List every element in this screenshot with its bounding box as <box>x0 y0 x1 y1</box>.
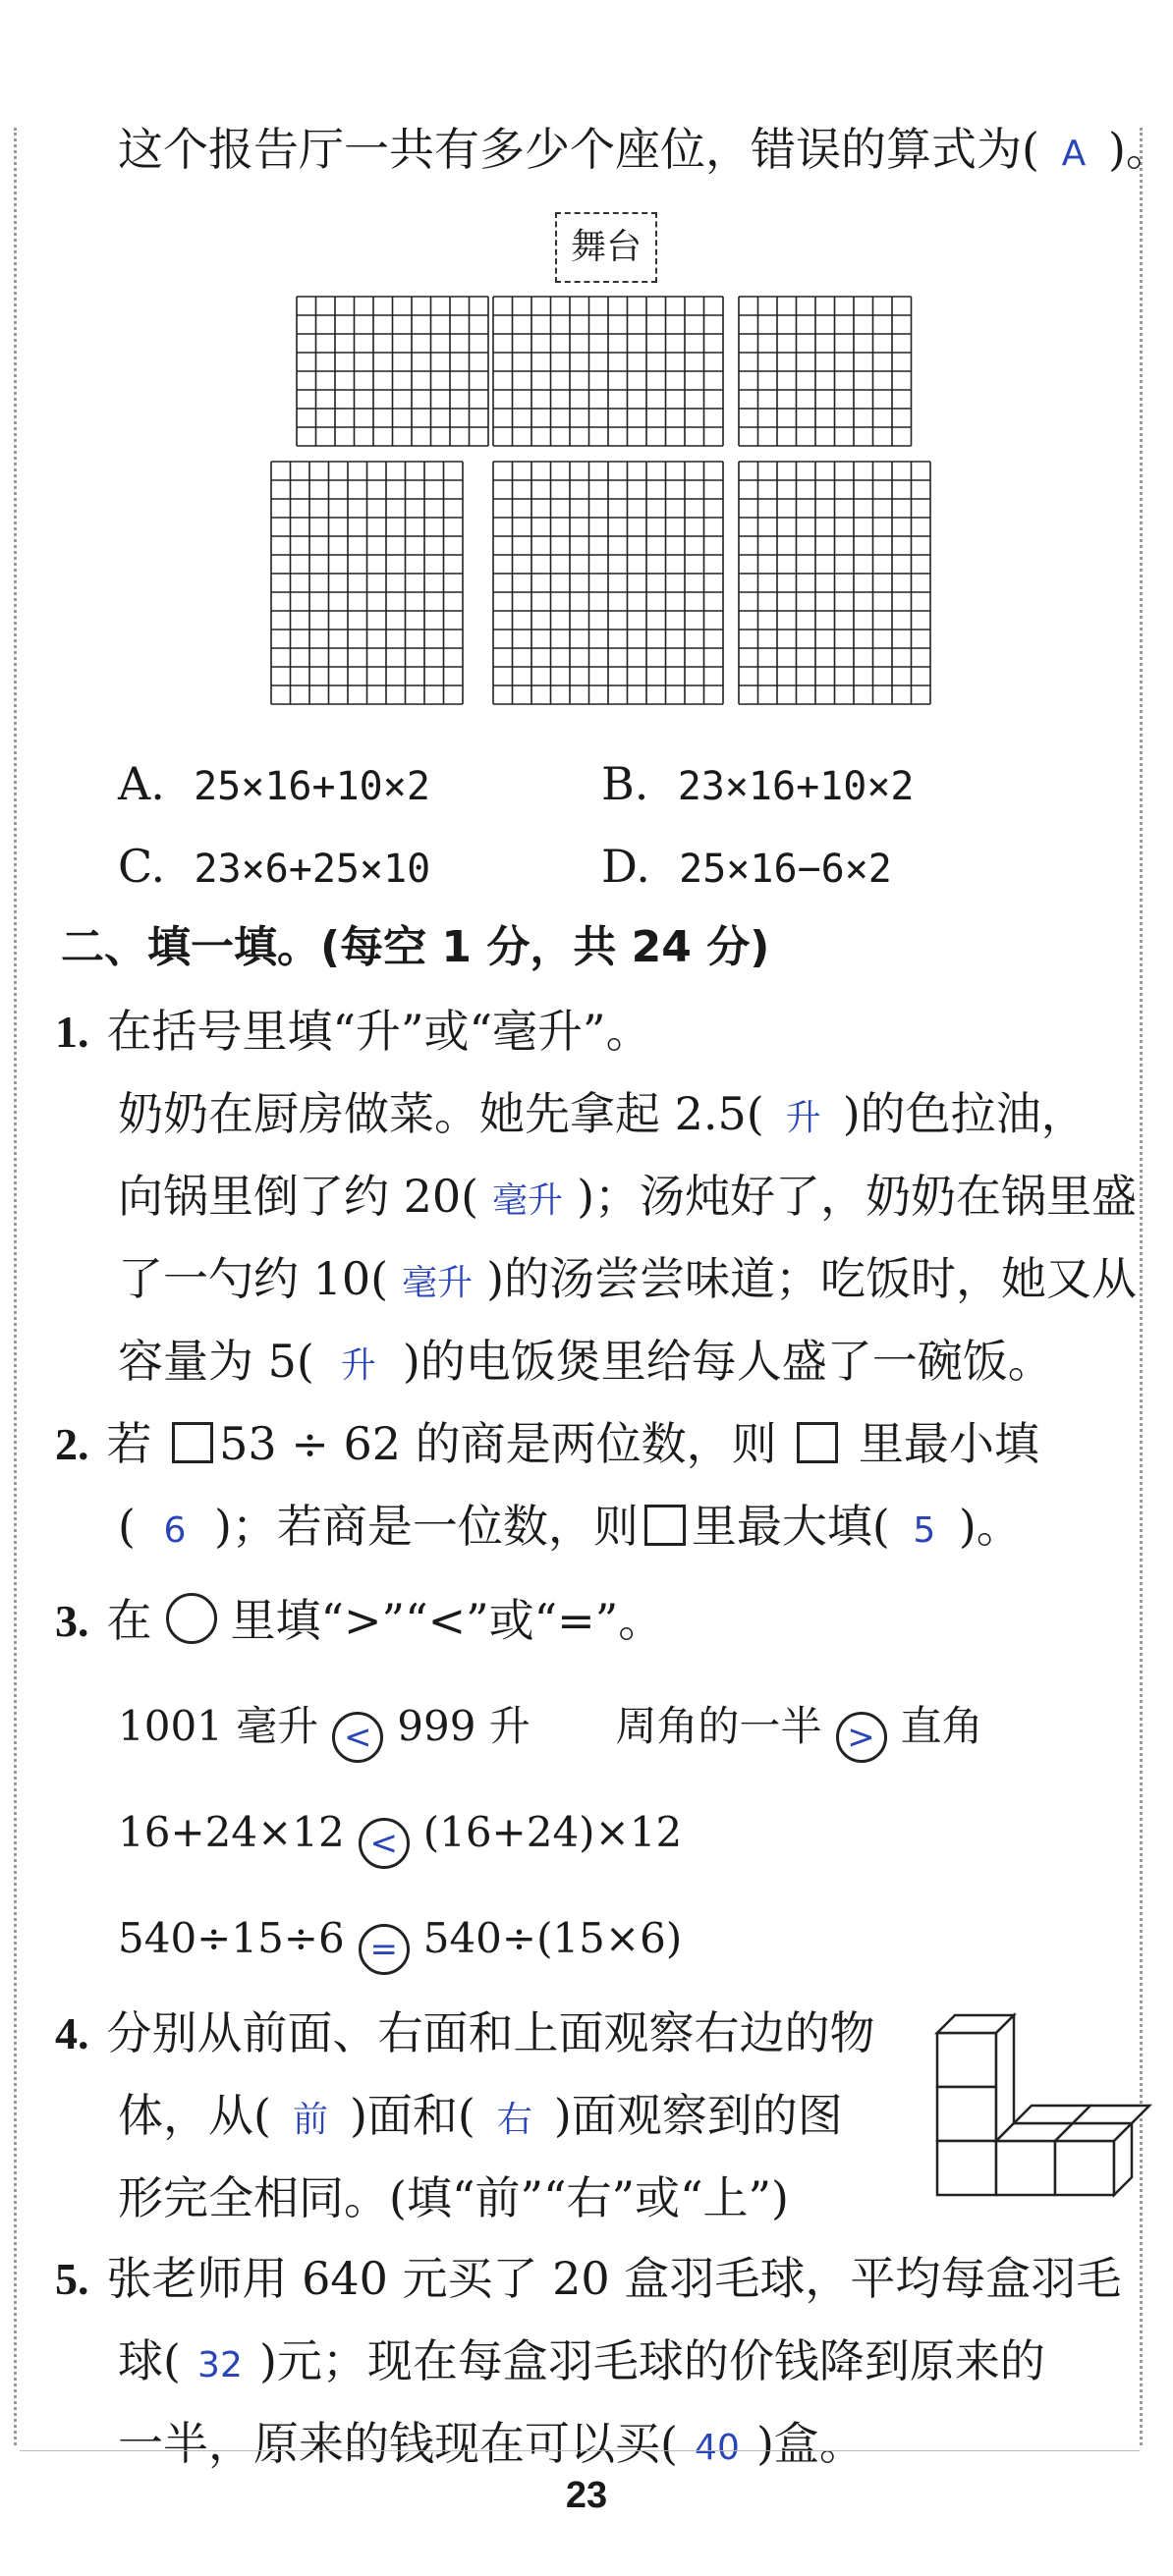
top-question: 这个报告厅一共有多少个座位，错误的算式为( A )。 <box>118 120 1171 184</box>
seat-block-5 <box>493 462 723 704</box>
compare-circle: < <box>359 1818 410 1869</box>
q2-answer-1: 6 <box>163 1510 187 1551</box>
q2-line1: 2. 若 53 ÷ 62 的商是两位数，则 里最小填 <box>55 1417 1039 1470</box>
compare-circle: = <box>359 1924 410 1975</box>
answer-top: A <box>1061 134 1087 174</box>
blank-box <box>172 1422 213 1463</box>
seat-block-2 <box>493 297 723 446</box>
q1-line4: 容量为 5( 升 )的电饭煲里给每人盛了一碗饭。 <box>118 1332 1053 1396</box>
section-title: 二、填一填。(每空 1 分，共 24 分) <box>61 922 770 972</box>
q1-answer-4: 升 <box>340 1345 376 1386</box>
q5-line2: 球( 32 )元；现在每盒羽毛球的价钱降到原来的 <box>118 2331 1045 2395</box>
q3-row3: 540÷15÷6 = 540÷(15×6) <box>118 1909 682 1975</box>
q5-line3: 一半，原来的钱现在可以买( 40 )盒。 <box>118 2414 865 2478</box>
q4-answer-1: 前 <box>292 2100 328 2140</box>
seat-block-6 <box>739 462 930 704</box>
blank-circle <box>166 1593 217 1644</box>
cube-stack-figure <box>933 2003 1120 2190</box>
q3-row2: 16+24×12 < (16+24)×12 <box>118 1803 682 1869</box>
compare-circle: > <box>836 1712 887 1763</box>
q1-prompt: 1. 在括号里填“升”或“毫升”。 <box>55 1005 651 1058</box>
q1-answer-2: 毫升 <box>492 1180 564 1221</box>
q4-line2: 体，从( 前 )面和( 右 )面观察到的图 <box>118 2086 843 2150</box>
option-c: C. 23×6+25×10 <box>118 840 431 893</box>
q4-line1: 4. 分别从前面、右面和上面观察右边的物 <box>55 2006 875 2059</box>
page-number: 23 <box>565 2475 608 2516</box>
q3-prompt: 3. 在 里填“>”“<”或“=”。 <box>55 1594 664 1647</box>
blank-box <box>797 1422 838 1463</box>
q1-answer-3: 毫升 <box>402 1263 474 1303</box>
q1-line2: 向锅里倒了约 20( 毫升 )；汤炖好了，奶奶在锅里盛 <box>118 1167 1137 1231</box>
option-d: D. 25×16−6×2 <box>601 840 892 893</box>
seat-block-1 <box>297 297 488 446</box>
q5-answer-2: 40 <box>695 2428 740 2468</box>
compare-circle: < <box>332 1712 383 1763</box>
seat-block-3 <box>739 297 912 446</box>
q1-line3: 了一勺约 10( 毫升 )的汤尝尝味道；吃饭时，她又从 <box>118 1249 1137 1313</box>
q1-answer-1: 升 <box>785 1098 821 1138</box>
q2-line2: ( 6 )；若商是一位数，则 里最大填( 5 )。 <box>118 1497 1022 1561</box>
q3-row1: 1001 毫升 < 999 升 周角的一半 > 直角 <box>118 1697 983 1763</box>
footer-rule <box>20 2450 1140 2451</box>
seat-block-4 <box>271 462 463 704</box>
option-b: B. 23×16+10×2 <box>601 757 915 810</box>
q4-answer-2: 右 <box>496 2100 532 2140</box>
q4-line3: 形完全相同。(填“前”“右”或“上”) <box>118 2171 789 2224</box>
q2-answer-2: 5 <box>913 1510 936 1551</box>
option-a: A. 25×16+10×2 <box>118 757 430 810</box>
stage-label: 舞台 <box>555 212 657 283</box>
seat-grids <box>0 0 1173 786</box>
q5-answer-1: 32 <box>197 2345 243 2385</box>
blank-box <box>644 1505 686 1546</box>
q1-line1: 奶奶在厨房做菜。她先拿起 2.5( 升 )的色拉油， <box>118 1084 1087 1148</box>
q5-line1: 5. 张老师用 640 元买了 20 盒羽毛球，平均每盒羽毛 <box>55 2252 1122 2305</box>
